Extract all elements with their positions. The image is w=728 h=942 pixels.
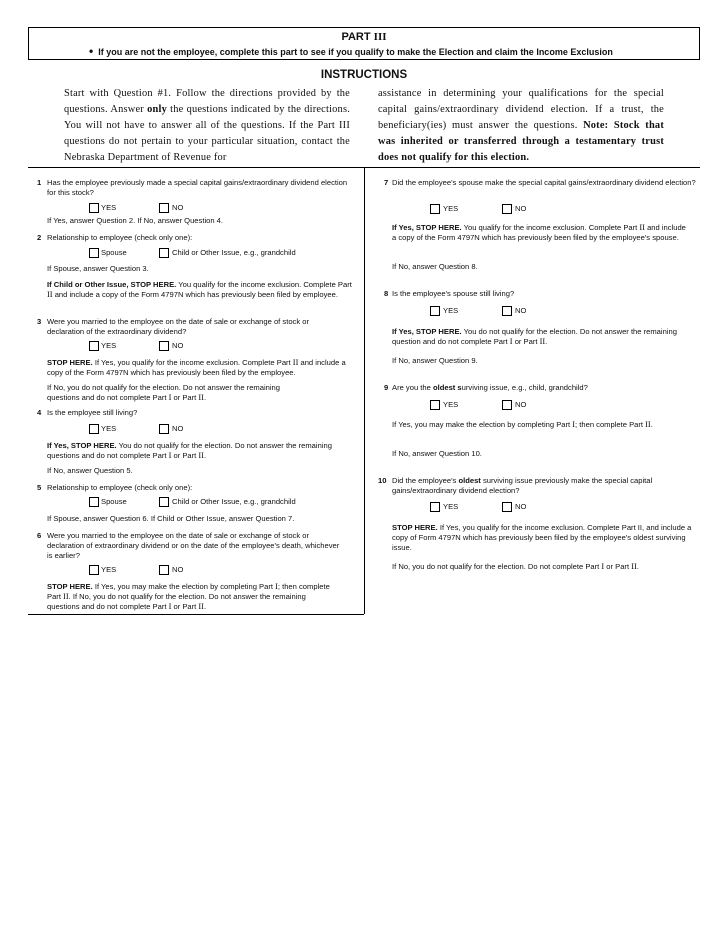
question-4-number: 4 [37, 408, 42, 417]
q5-note: If Spouse, answer Question 6. If Child or Other Issue, answer Question 7. [47, 514, 295, 523]
question-6-text: Were you married to the employee on the date of sale or exchange of stock or declaration of extraordinary dividend or on the date of the employee's death, whichever is earlier? [47, 531, 340, 560]
q10-stop-note: STOP HERE. If Yes, you qualify for the income exclusion. Complete Part II, and include a copy of Form 4797N which has previously been filed by the employee's oldest surviving issue. [392, 523, 692, 552]
q4-yes-note: If Yes, STOP HERE. You do not qualify for the election. Do not answer the remaining questions and do not complete Part I or Part II. [47, 441, 332, 460]
question-2-text: Relationship to employee (check only one): [47, 233, 193, 242]
q10-no-label: NO [515, 502, 527, 511]
question-10-number: 10 [378, 476, 387, 485]
question-10-text: Did the employee's oldest surviving issue previously make the special capital gains/extraordinary dividend election? [392, 476, 653, 495]
q8-no-note: If No, answer Question 9. [392, 356, 478, 365]
instructions-title: INSTRUCTIONS [320, 69, 408, 81]
q9-yes-checkbox[interactable] [430, 400, 440, 410]
q7-yes-label: YES [443, 204, 459, 213]
q8-no-label: NO [515, 306, 527, 315]
q7-yes-note: If Yes, STOP HERE. You qualify for the income exclusion. Complete Part II and include a copy of the Form 4797N which has previously been filed by the employee's spouse. [392, 223, 686, 242]
q7-no-note: If No, answer Question 8. [392, 262, 478, 271]
q6-no-label: NO [172, 565, 184, 574]
q2-spouse-checkbox[interactable] [89, 248, 99, 258]
q8-yes-label: YES [443, 306, 459, 315]
q10-no-checkbox[interactable] [502, 502, 512, 512]
q10-yes-label: YES [443, 502, 459, 511]
q4-yes-label: YES [101, 424, 117, 433]
q5-child-label: Child or Other Issue, e.g., grandchild [172, 497, 296, 506]
q2-spouse-label: Spouse [101, 248, 127, 257]
q5-spouse-checkbox[interactable] [89, 497, 99, 507]
question-7-text: Did the employee's spouse make the special capital gains/extraordinary dividend election? [392, 178, 696, 187]
question-8-number: 8 [384, 289, 389, 298]
q1-no-checkbox[interactable] [159, 203, 169, 213]
q6-yes-label: YES [101, 565, 117, 574]
q2-child-label: Child or Other Issue, e.g., grandchild [172, 248, 296, 257]
instructions-left-column: Start with Question #1. Follow the directions provided by the questions. Answer only the questions indicated by the directions. You will not have to answer all of the questions. If the Part III questions do not pertain to your particular situation, contact the Nebraska Department of Revenue for [64, 88, 350, 163]
question-9-number: 9 [384, 383, 389, 392]
question-2-number: 2 [37, 233, 42, 242]
question-8-text: Is the employee's spouse still living? [392, 289, 515, 298]
instructions-right-column: assistance in determining your qualifications for the special capital gains/extraordinary dividend election. If a trust, the beneficiary(ies) must answer the questions. Note: Stock that was inherited or transferred through a testamentary trust does not qualify for this election. [378, 88, 664, 163]
question-3-text: Were you married to the employee on the date of sale or exchange of stock or declaration of the extraordinary dividend? [47, 317, 309, 336]
q5-child-checkbox[interactable] [159, 497, 169, 507]
question-9-text: Are you the oldest surviving issue, e.g., child, grandchild? [392, 383, 588, 392]
question-5-number: 5 [37, 483, 42, 492]
question-7-number: 7 [384, 178, 389, 187]
q6-no-checkbox[interactable] [159, 565, 169, 575]
q3-stop-note: STOP HERE. If Yes, you qualify for the income exclusion. Complete Part II and include a copy of the Form 4797N which has previously been filed by the employee. [47, 358, 346, 377]
part-header-box [28, 27, 700, 60]
q4-yes-checkbox[interactable] [89, 424, 99, 434]
question-6-number: 6 [37, 531, 42, 540]
q7-no-checkbox[interactable] [502, 204, 512, 214]
q2-child-note: If Child or Other Issue, STOP HERE. You qualify for the income exclusion. Complete Part II and include a copy of the Form 4797N which has previously been filed by employee. [47, 280, 352, 299]
q1-note: If Yes, answer Question 2. If No, answer Question 4. [47, 216, 224, 225]
q9-no-note: If No, answer Question 10. [392, 449, 482, 458]
q3-yes-label: YES [101, 341, 117, 350]
q8-yes-note: If Yes, STOP HERE. You do not qualify for the election. Do not answer the remaining question and do not complete Part I or Part II. [392, 327, 677, 346]
q1-yes-checkbox[interactable] [89, 203, 99, 213]
q1-yes-label: YES [101, 203, 117, 212]
q9-no-checkbox[interactable] [502, 400, 512, 410]
q7-yes-checkbox[interactable] [430, 204, 440, 214]
q2-spouse-note: If Spouse, answer Question 3. [47, 264, 149, 273]
question-3-number: 3 [37, 317, 42, 326]
q9-yes-label: YES [443, 400, 459, 409]
q8-yes-checkbox[interactable] [430, 306, 440, 316]
q6-yes-checkbox[interactable] [89, 565, 99, 575]
question-1-number: 1 [37, 178, 42, 187]
q6-stop-note: STOP HERE. If Yes, you may make the election by completing Part I; then complete Part II. If No, you do not qualify for the election. Do not answer the remaining questions and do not complete Part I or Part II. [47, 582, 330, 611]
question-1-text: Has the employee previously made a special capital gains/extraordinary dividend election for this stock? [47, 178, 348, 197]
q3-no-label: NO [172, 341, 184, 350]
part-notice: • If you are not the employee, complete this part to see if you qualify to make the Election and claim the Income Exclusion [89, 44, 613, 58]
q4-no-note: If No, answer Question 5. [47, 466, 133, 475]
section-rule-bottom [28, 614, 364, 615]
question-4-text: Is the employee still living? [47, 408, 138, 417]
q10-yes-checkbox[interactable] [430, 502, 440, 512]
q1-no-label: NO [172, 203, 184, 212]
q4-no-checkbox[interactable] [159, 424, 169, 434]
bullet-icon: • [89, 44, 94, 58]
q7-no-label: NO [515, 204, 527, 213]
q3-no-checkbox[interactable] [159, 341, 169, 351]
column-divider [364, 168, 365, 614]
part-title: PART III [341, 31, 387, 43]
q4-no-label: NO [172, 424, 184, 433]
q2-child-checkbox[interactable] [159, 248, 169, 258]
q3-yes-checkbox[interactable] [89, 341, 99, 351]
q8-no-checkbox[interactable] [502, 306, 512, 316]
q10-no-note: If No, you do not qualify for the election. Do not complete Part I or Part II. [392, 562, 639, 571]
q5-spouse-label: Spouse [101, 497, 127, 506]
q3-no-note: If No, you do not qualify for the election. Do not answer the remaining questions and do not complete Part I or Part II. [47, 383, 281, 402]
question-5-text: Relationship to employee (check only one): [47, 483, 193, 492]
q9-yes-note: If Yes, you may make the election by completing Part I; then complete Part II. [392, 420, 653, 429]
q9-no-label: NO [515, 400, 527, 409]
